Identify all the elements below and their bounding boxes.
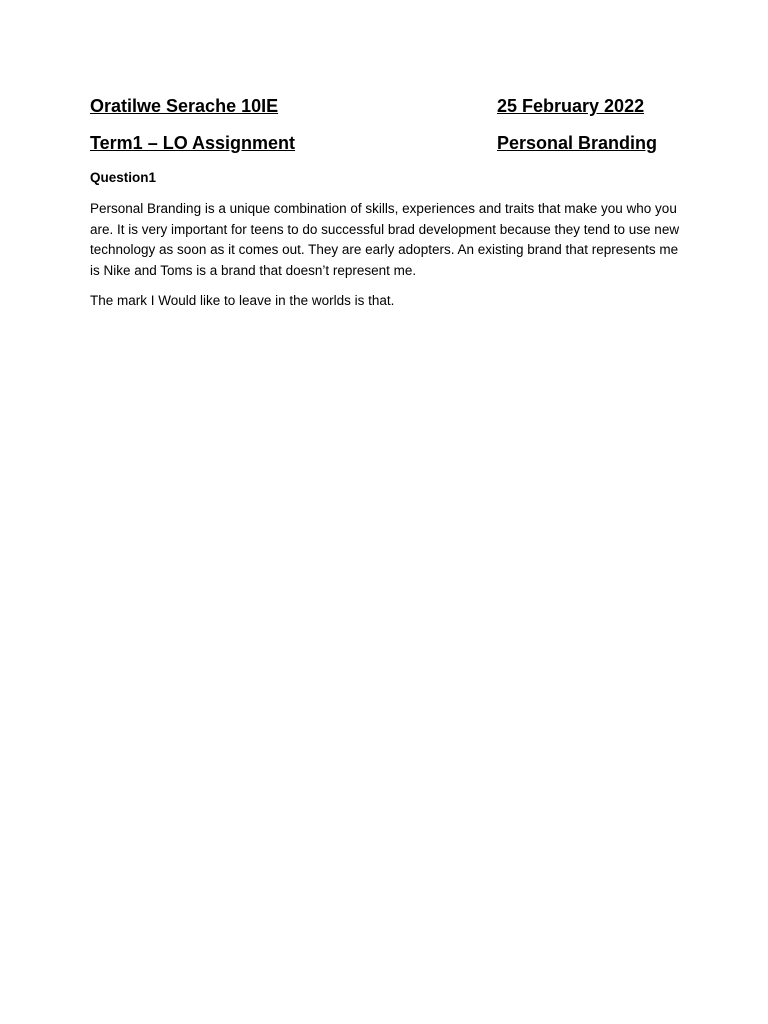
student-name-class: Oratilwe Serache 10IE [90, 96, 279, 116]
assignment-title: Term1 – LO Assignment [90, 133, 296, 153]
assignment-date: 25 February 2022 [497, 96, 645, 116]
header-row-2 [90, 130, 690, 156]
question-heading: Question1 [90, 170, 157, 185]
answer-paragraph-2: The mark I Would like to leave in the worlds is that. [90, 293, 395, 308]
assignment-topic: Personal Branding [497, 133, 658, 153]
header-row-1 [90, 93, 690, 119]
answer-paragraph-1: Personal Branding is a unique combination of skills, experiences and traits that make you who you are. It is very important for teens to do successful brad development because they tend to use new technology as soon as it comes out. They are early adopters. An existing brand that represents me is Nike and Toms is a brand that doesn’t represent me. [90, 201, 680, 278]
